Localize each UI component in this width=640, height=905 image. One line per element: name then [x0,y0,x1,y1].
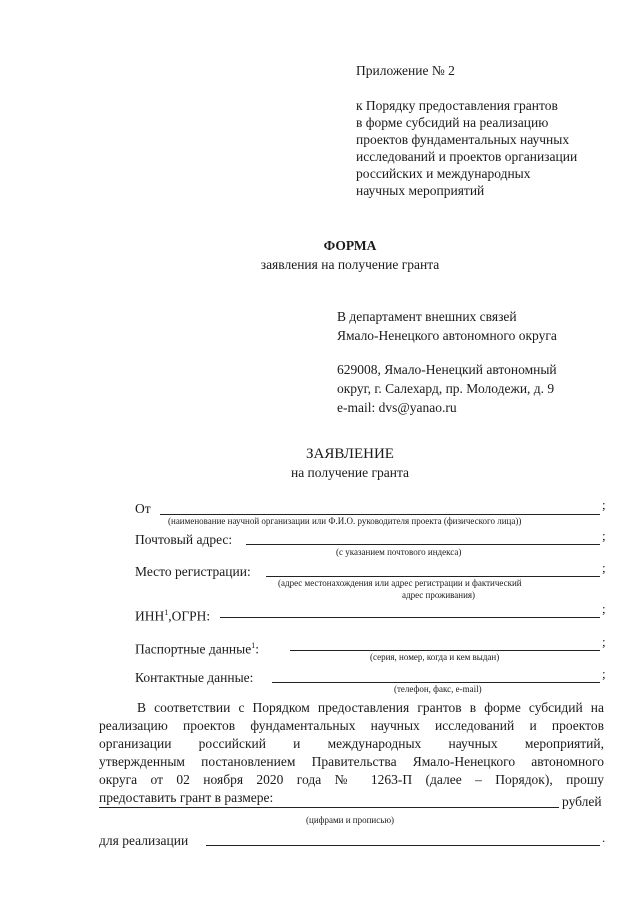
amount-hint: (цифрами и прописью) [306,815,395,825]
form-subtitle: заявления на получение гранта [260,257,440,272]
appendix-reference-line: в форме субсидий на реализацию [356,115,549,130]
body-line: округа от 02 ноября 2020 года № 1263-П (далее – Порядок), прошу [99,772,604,787]
addressee-line: В департамент внешних связей [337,309,517,324]
passport-semicolon: ; [602,634,606,649]
body-line: реализацию проектов фундаментальных научных исследований и проектов [99,718,604,733]
registration-input-line[interactable] [266,576,600,577]
purpose-period: . [602,830,606,845]
amount-input-line[interactable] [99,807,559,808]
inn-label: ИНН$^1$,ОГРН: [135,608,211,624]
contacts-hint: (телефон, факс, e-mail) [394,684,482,694]
postal-label: Почтовый адрес: [135,532,233,547]
addressee-email: e-mail: dvs@yanao.ru [337,400,457,415]
passport-label: Паспортные данные$^1$: [135,641,259,657]
from-label: От [135,501,151,516]
passport-input-line[interactable] [290,650,600,651]
from-input-line[interactable] [160,514,600,515]
inn-input-line[interactable] [220,617,600,618]
rubles-label: рублей [562,794,602,809]
from-hint: (наименование научной организации или Ф.И.О. руководителя проекта (физического лица)) [168,516,522,526]
body-line: предоставить грант в размере: [99,790,274,805]
addressee-address: 629008, Ямало-Ненецкий автономный [337,362,557,377]
postal-hint: (с указанием почтового индекса) [336,547,462,557]
statement-subtitle: на получение гранта [290,465,410,480]
statement-title: ЗАЯВЛЕНИЕ [306,446,394,462]
body-line: утвержденным постановлением Правительства Ямало-Ненецкого автономного [99,754,604,769]
addressee-line: Ямало-Ненецкого автономного округа [337,328,557,343]
inn-semicolon: ; [602,601,606,616]
purpose-label: для реализации [99,833,189,848]
appendix-number: Приложение № 2 [356,63,455,78]
registration-hint: адрес проживания) [402,590,476,600]
contacts-input-line[interactable] [272,682,600,683]
body-paragraph [99,699,604,807]
appendix-reference-line: российских и международных [356,166,531,181]
registration-semicolon: ; [602,560,606,575]
registration-hint: (адрес местонахождения или адрес регистрации и фактический [278,578,522,588]
appendix-reference [356,97,577,199]
passport-hint: (серия, номер, когда и кем выдан) [370,652,500,662]
postal-semicolon: ; [602,528,606,543]
from-semicolon: ; [602,497,606,512]
contacts-label: Контактные данные: [135,670,254,685]
body-line: организации российский и международных научных мероприятий, [99,736,604,751]
appendix-reference-line: проектов фундаментальных научных [356,132,570,147]
appendix-reference-line: научных мероприятий [356,183,485,198]
addressee-address: округ, г. Салехард, пр. Молодежи, д. 9 [337,381,555,396]
appendix-reference-line: исследований и проектов организации [356,149,578,164]
contacts-semicolon: ; [602,666,606,681]
purpose-input-line[interactable] [206,845,600,846]
addressee-block [337,308,557,418]
registration-label: Место регистрации: [135,564,251,579]
form-title: ФОРМА [323,238,377,253]
body-line: В соответствии с Порядком предоставления грантов в форме субсидий на [137,700,604,715]
postal-input-line[interactable] [246,544,600,545]
appendix-reference-line: к Порядку предоставления грантов [356,98,558,113]
